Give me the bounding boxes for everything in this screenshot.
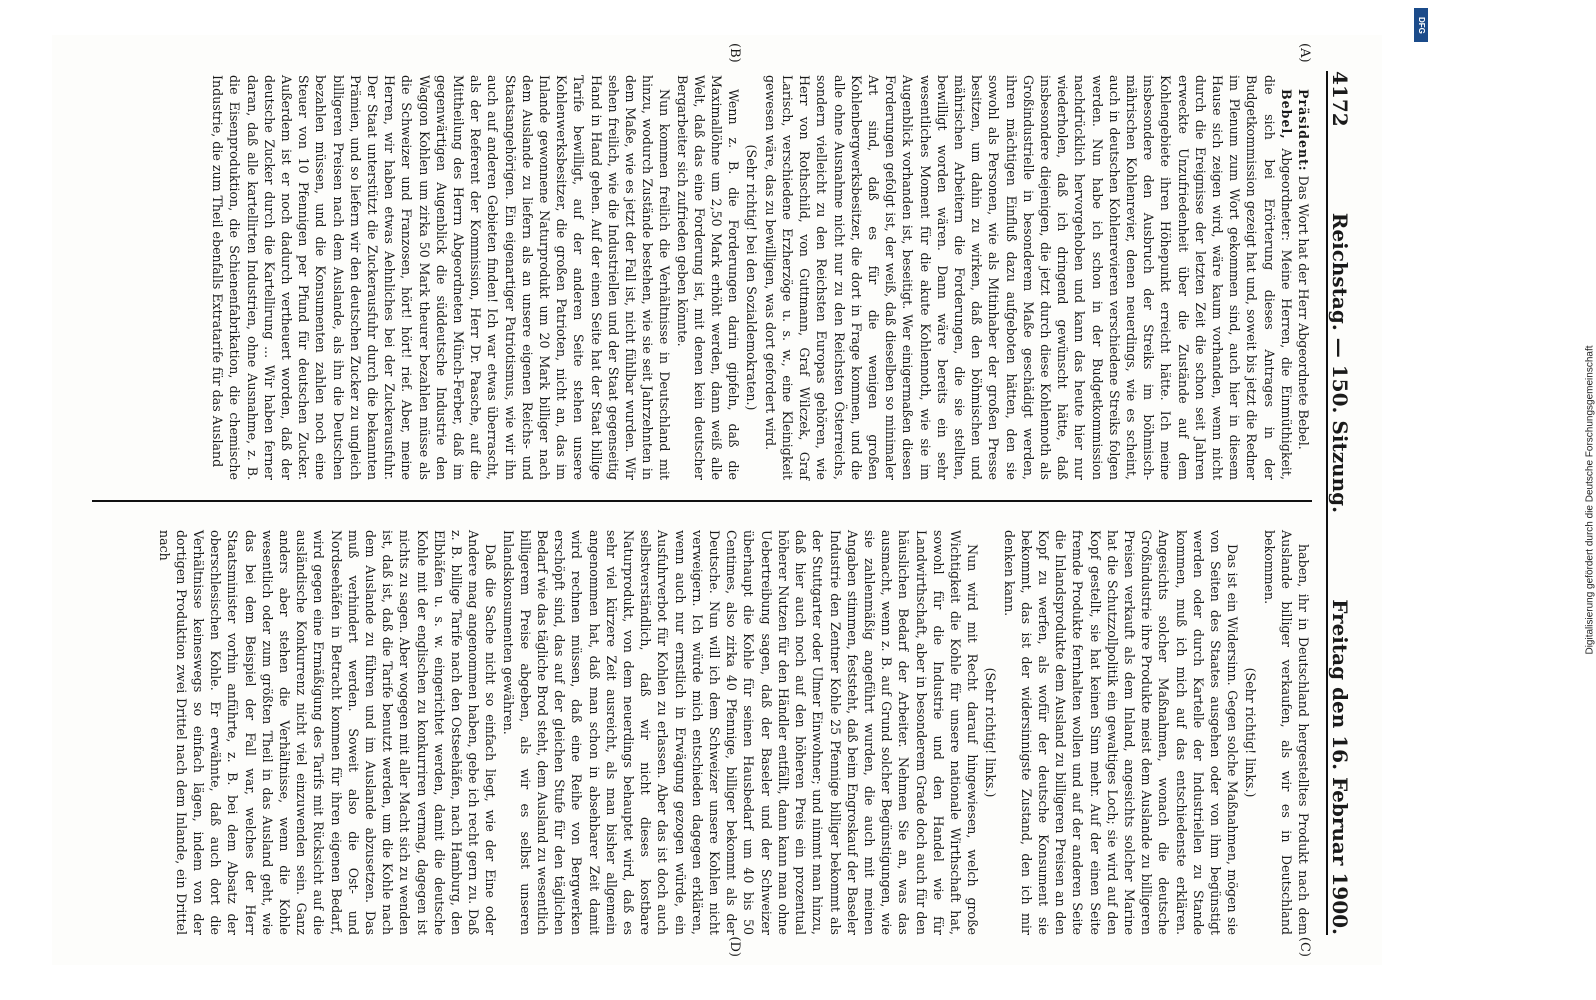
document-page — [52, 35, 1382, 965]
margin-marker-d: (D) — [727, 936, 742, 957]
speaker-paragraph — [762, 75, 1295, 480]
text-paragraph: Das ist ein Widersinn. Gegen solche Maßnahmen, mögen sie von Seiten des Staates ausgehen oder von ihm begünstigt werden oder durch Kartelle der Industriellen zu Stande kommen, muß ich mich auf das entschiedenste erklären. Angesichts solcher Maßnahmen, wonach die deutsche Großindustrie ihre Produkte meist dem Auslande zu billigeren Preisen verkauft als dem Inland, angesichts solcher Marine hat die Schutzzollpolitik ein gewaltiges Loch; sie wird auf den Kopf gestellt, sie hat keinen Sinn mehr. Auf der einen Seite fremde Produkte fernhalten wollen und auf der anderen Seite die Inlandsprodukte dem Ausland zu billigeren Preisen an den Kopf zu werfen, als wofür der deutsche Konsument sie bekommt, das ist der widersinnigste Zustand, den ich mir denken kann. — [1001, 530, 1241, 935]
text-paragraph: Nun kommen freilich die Verhältnisse in Deutschland mit hinzu, wodurch Zustände bestehen, wie sie seit Jahrzehnten in dem Maße, wie es jetzt der Fall ist, nicht fühlbar wurden. Wir sehen freilich, wie die Industriellen und der Staat gegenseitig Hand in Hand gehen. Auf der einen Seite hat der Staat billige Tarife bewilligt, auf der anderen Seite stehen unsere Kohlenwerksbesitzer, die großen Patrioten, nicht an, das im Inlande gewonnene Naturprodukt um 20 Mark billiger nach dem Auslande zu liefern als an unsere eigenen Reichs- und Staatsangehörigen. Ein eigenartiger Patriotismus, wie wir ihn auch auf anderen Gebieten finden! Ich war etwas überrascht, als der Referent der Kommission, Herr Dr. Paasche, auf die Mittheilung des Herrn Abgeordneten Münch-Ferber, daß im gegenwärtigen Augenblick die süddeutsche Industrie den Waggon Kohlen um zirka 50 Mark theurer bezahlen müsse als die Schweizer und Franzosen, hört! hört! rief. Aber, meine Herren, wir haben etwas Aehnliches bei der Zuckerausfuhr. Der Staat unterstützt die Zuckerausfuhr durch die bekannten Prämien, und so liefern wir den deutschen Zucker zu ungleich billigeren Preisen nach dem Auslande, als ihn die Deutschen bezahlen müssen, und die Konsumenten zahlen noch eine Steuer von 10 Pfennigen per Pfund für deutschen Zucker. Außerdem ist er noch dadurch vertheuert worden, daß der deutsche Zucker durch die Kartellirung ... Wir haben ferner daran, daß alle kartellirten Industrien, ohne Ausnahme, z. B. die Eisenproduktion, die Schienenfabrikation, die chemische Industrie, die zum Theil ebenfalls Extratarife für das Ausland — [210, 75, 673, 480]
margin-marker-c: (C) — [1297, 936, 1312, 957]
margin-marker-a: (A) — [1297, 43, 1312, 63]
page-number: 4172 — [1328, 71, 1352, 127]
interjection: (Sehr richtig! links.) — [1243, 667, 1259, 798]
session-date: Freitag den 16. Februar 1900. — [1328, 599, 1352, 935]
speaker-name: Bebel, — [1278, 89, 1294, 140]
text-paragraph: Wenn z. B. die Forderungen darin gipfeln, daß die Maximallöhne um 2,50 Mark erhöht werden, dann weiß alle Welt, daß das eine Forderung ist, mit denen kein deutscher Bergarbeiter sich zufrieden geben könnte. — [674, 75, 742, 480]
left-text-column — [92, 75, 1312, 480]
column-divider — [92, 500, 1312, 502]
interjection: (Sehr richtig! links.) — [983, 667, 999, 798]
text-paragraph: Daß die Sache nicht so einfach liegt, wie der Eine oder Andere mag angenommen haben, gebe ich recht gern zu. Daß z. B. billige Tarife nach den Ostseehäfen, nach Hamburg, den Elbhäfen u. s. w. eingerichtet werden, damit die deutsche Kohle mit der englischen zu konkurriren vermag, dagegen ist nichts zu sagen. Aber wogegen mit aller Macht sich zu wenden ist, daß ist, daß die Tarife benutzt werden, um die Kohle nach dem Auslande zu führen und im Auslande abzusetzen. Das muß verhindert werden. Soweit also die Ost- und Nordseehäfen in Betracht kommen für ihren eigenen Bedarf, wird gegen eine Ermäßigung des Tarifs mit Rücksicht auf die ausländische Konkurrenz nicht viel einzuwenden sein. Ganz anders aber stehen die Verhältnisse, wenn die Kohle wesentlich oder zum größten Theil in das Ausland geht, wie das bei dem Beispiel der Fall war, welches der Herr Staatsminister vorhin anführte, z. B. bei dem Absatz der oberschlesischen Kohle. Er erwähnte, daß auch dort die Verhältnisse keineswegs so einfach lägen, indem von der dortigen Produktion zwei Drittel nach dem Inlande, ein Drittel nach — [156, 530, 499, 935]
speaker-paragraph — [1295, 75, 1312, 480]
text-paragraph: Nun wird mit Recht darauf hingewiesen, welch große Wichtigkeit die Kohle für unsere nationale Wirthschaft hat, sowohl für die Industrie und den Handel wie für Landwirthschaft, aber in besonderem Grade doch auch für den häuslichen Bedarf der Arbeiter. Nehmen Sie an, was das ausmacht, wenn z. B. auf Grund solcher Begünstigungen, wie sie zahlenmäßig angeführt wurden, die auch mit meinen Angaben stimmen, feststeht, daß beim Engroskauf der Baseler Industrie den Zentner Kohle 25 Pfennige billiger bekommt als der Stuttgarter oder Ulmer Einwohner; und nimmt man hinzu, daß hier auch noch auf den höheren Preis ein prozentual höherer Nutzen für den Händler entfällt, dann kann man ohne Uebertreibung sagen, daß der Baseler und der Schweizer überhaupt die Kohle für seinen Hausbedarf um 40 bis 50 Centimes, also zirka 40 Pfennige, billiger bekommt als der Deutsche. Nun will ich dem Schweizer unsere Kohlen nicht verweigern. Ich würde mich entschieden dagegen erklären, wenn auch nur ernstlich in Erwägung gezogen würde, ein Ausfuhrverbot für Kohlen zu erlassen. Aber das ist doch auch selbstverständlich, daß wir nicht dieses kostbare Naturprodukt, von dem neuerdings behauptet wird, daß es sehr viel kürzere Zeit ausreicht, als man bisher allgemein angenommen hat, daß man schon in absehbarer Zeit damit wird rechnen müssen, daß eine Reihe von Bergwerken erschöpft sind, das auf der gleichen Stufe für den täglichen Bedarf wie das tägliche Brod steht, dem Ausland zu wesentlich billigerem Preise abgeben, als wir es selbst unseren Inlandskonsumenten gewähren. — [500, 530, 981, 935]
margin-marker-b: (B) — [727, 43, 742, 63]
digitization-note — [1404, 0, 1596, 1000]
digitization-note-text: Digitalisierung gefördert durch die Deutsche Forschungsgemeinschaft — [1584, 345, 1596, 655]
speech-text: Abgeordneter: Meine Herren, die Einmüthigkeit, die sich bei Erörterung dieses Antrages in der Budgetkommission gezeigt hat und, soweit bis jetzt die Redner im Plenum zum Wort gekommen sind, auch hier in diesem Hause sich zeigen wird, wäre kaum vorhanden, wenn nicht durch die Ereignisse der letzten Zeit die schon seit Jahren erweckte Unzufriedenheit über die Zustände auf dem Kohlengebiete ihren Höhepunkt erreicht hätte. Ich meine insbesondere den Ausbruch der Streiks im böhmisch-mährischen Kohlenrevier, denen neuerdings, wie es scheint, auch in deutschen Kohlenrevieren verschiedene Streiks folgen werden. Nun habe ich schon in der Budgetkommission nachdrücklich hervorgehoben und kann das heute hier nur wiederholen, daß ich dringend gewünscht hätte, daß insbesondere diejenigen, die jetzt durch diese Kohlennoth als Großindustrielle in besonderem Maße geschädigt werden, ihren mächtigen Einfluß dazu aufgeboten hätten, den sie sowohl als Personen, wie als Mitinhaber der großen Presse besitzen, um dahin zu wirken, daß den böhmischen und mährischen Arbeitern die Forderungen, die sie stellten, bewilligt worden wären. Dann wäre bereits ein sehr wesentliches Moment für die akute Kohlennoth, wie sie im Augenblick vorhanden ist, beseitigt. Wer einigermaßen diesen Forderungen gefolgt ist, der weiß, daß dieselben so minimaler Art sind, daß es für die wenigen großen Kohlenbergwerksbesitzer, die dort in Frage kommen, und die alle ohne Ausnahme nicht nur zu den Reichsten Österreichs, sondern vielleicht zu den Reichsten Europas gehören, wie Herr von Rothschild, von Guttmann, Graf Wilczek, Graf Larisch, verschiedene Erzherzöge u. s. w., eine Kleinigkeit gewesen wäre, das zu bewilligen, was dort gefordert wird. — [762, 75, 1294, 480]
speaker-name: Präsident: — [1296, 89, 1311, 172]
page-header — [1326, 71, 1362, 935]
dfg-logo: DFG — [1414, 8, 1428, 42]
text-paragraph: haben, ihr in Deutschland hergestelltes Produkt nach dem Auslande billiger verkaufen, als wir es in Deutschland bekommen. — [1261, 530, 1311, 935]
right-text-column — [92, 530, 1312, 935]
session-title: Reichstag. — 150. Sitzung. — [1328, 212, 1352, 514]
speech-text: Das Wort hat der Herr Abgeordnete Bebel. — [1296, 175, 1311, 450]
interjection: (Sehr richtig! bei den Sozialdemokraten.) — [744, 144, 760, 411]
